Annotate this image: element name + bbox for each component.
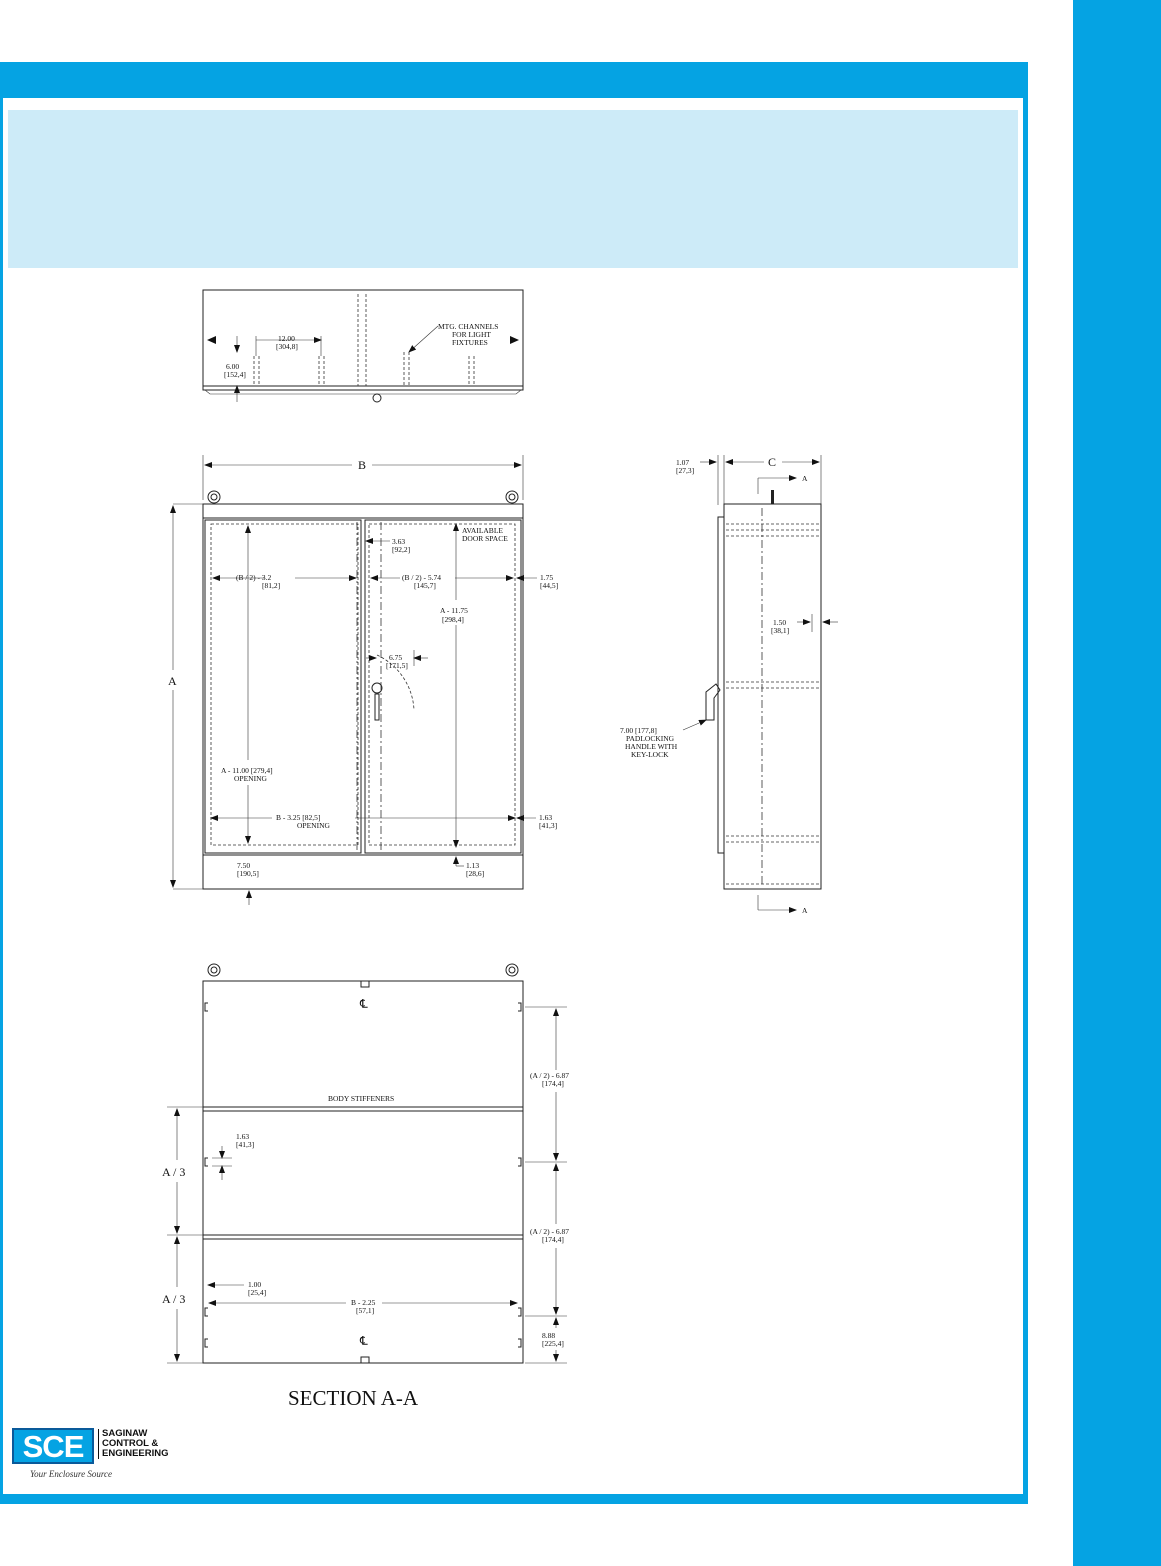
left-door	[205, 520, 361, 853]
body-stiffeners-label: BODY STIFFENERS	[328, 1094, 395, 1103]
centerline-bottom: ℄	[360, 1334, 368, 1348]
dim-6-75-mm: [171,5]	[386, 661, 408, 670]
door-handle-knob	[372, 683, 382, 693]
top-dim-spacing-mm: [304,8]	[276, 342, 298, 351]
dim-opening-width-label: OPENING	[297, 821, 330, 830]
section-mark-bottom: A	[802, 906, 808, 915]
a-third-lower: A / 3	[162, 1292, 186, 1306]
upper-body-stiffener	[203, 1107, 523, 1111]
logo-line-3: ENGINEERING	[102, 1448, 169, 1459]
section-left-lifting-eye	[208, 964, 220, 976]
handle-callout-3: HANDLE WITH	[625, 742, 678, 751]
side-label-c: C	[768, 455, 777, 469]
section-view	[162, 964, 569, 1410]
dim-right-width-mm: [145,7]	[414, 581, 436, 590]
dim-inner-width: B - 2.25	[351, 1298, 376, 1307]
dim-3-63-mm: [92,2]	[392, 545, 411, 554]
upper-half-dim-mm: [174,4]	[542, 1079, 564, 1088]
dim-7-50: 7.50	[237, 861, 251, 870]
side-door-profile	[718, 517, 724, 853]
dim-height-right: A - 11.75	[440, 606, 468, 615]
door-handle	[375, 694, 379, 720]
section-dim-1-63: 1.63	[236, 1132, 250, 1141]
dim-1-63-mm: [41,3]	[539, 821, 558, 830]
dim-1-00-mm: [25,4]	[248, 1288, 267, 1297]
left-lifting-eye	[208, 491, 220, 503]
dim-1-75: 1.75	[540, 573, 554, 582]
top-dim-height-mm: [152,4]	[224, 370, 246, 379]
dim-8-88: 8.88	[542, 1331, 556, 1340]
lower-body-stiffener	[203, 1235, 523, 1239]
dim-right-width: (B / 2) - 5.74	[402, 573, 441, 582]
dim-1-07: 1.07	[676, 458, 690, 467]
available-door-space-1: AVAILABLE	[462, 526, 503, 535]
logo-line-2: CONTROL &	[102, 1438, 159, 1449]
right-door-space-dashed	[369, 524, 515, 845]
dim-opening-height: A - 11.00 [279,4]	[221, 766, 273, 775]
a-third-upper: A / 3	[162, 1165, 186, 1179]
top-lock-knob	[373, 394, 381, 402]
top-view	[203, 290, 523, 402]
dim-opening-height-label: OPENING	[234, 774, 267, 783]
mtg-channels-callout-1: MTG. CHANNELS	[438, 322, 499, 331]
section-dim-1-63-mm: [41,3]	[236, 1140, 255, 1149]
dim-1-63: 1.63	[539, 813, 553, 822]
dim-1-75-mm: [44,5]	[540, 581, 559, 590]
dim-1-07-mm: [27,3]	[676, 466, 695, 475]
dim-1-13: 1.13	[466, 861, 480, 870]
dim-height-right-mm: [298,4]	[442, 615, 464, 624]
upper-half-dim: (A / 2) - 6.87	[530, 1071, 569, 1080]
handle-callout-1: 7.00 [177,8]	[620, 726, 657, 735]
side-view	[620, 455, 838, 915]
centerline-top: ℄	[360, 997, 368, 1011]
logo-tagline: Your Enclosure Source	[30, 1469, 112, 1479]
front-label-a: A	[168, 674, 177, 688]
dim-opening-width: B - 3.25 [82,5]	[276, 813, 321, 822]
section-mark-top: A	[802, 474, 808, 483]
sce-logo	[12, 1428, 168, 1482]
section-right-lifting-eye	[506, 964, 518, 976]
front-enclosure-outline	[203, 504, 523, 889]
mtg-channels-callout-2: FOR LIGHT	[452, 330, 491, 339]
dim-1-00: 1.00	[248, 1280, 262, 1289]
dim-1-50-mm: [38,1]	[771, 626, 790, 635]
sce-logo-mark: SCE	[12, 1428, 94, 1464]
top-dim-height: 6.00	[226, 362, 240, 371]
dim-1-50: 1.50	[773, 618, 787, 627]
top-dim-spacing: 12.00	[278, 334, 295, 343]
top-left-arrow	[207, 336, 216, 344]
dim-6-75: 6.75	[389, 653, 403, 662]
dim-3-63: 3.63	[392, 537, 406, 546]
sce-logo-company	[98, 1429, 174, 1459]
mtg-channels-callout-3: FIXTURES	[452, 338, 488, 347]
dim-7-50-mm: [190,5]	[237, 869, 259, 878]
dim-8-88-mm: [225,4]	[542, 1339, 564, 1348]
dim-left-width-mm: [81,2]	[262, 581, 281, 590]
dim-inner-width-mm: [57,1]	[356, 1306, 375, 1315]
handle-callout-4: KEY-LOCK	[631, 750, 669, 759]
lower-half-dim-mm: [174,4]	[542, 1235, 564, 1244]
front-view	[168, 455, 558, 905]
left-opening-dashed	[211, 524, 358, 845]
available-door-space-2: DOOR SPACE	[462, 534, 508, 543]
dim-left-width: (B / 2) - 3.2	[236, 573, 272, 582]
front-label-b: B	[358, 458, 367, 472]
lower-half-dim: (A / 2) - 6.87	[530, 1227, 569, 1236]
right-lifting-eye	[506, 491, 518, 503]
section-title: SECTION A-A	[288, 1386, 419, 1410]
side-enclosure-outline	[724, 504, 821, 889]
handle-callout-2: PADLOCKING	[626, 734, 675, 743]
dim-1-13-mm: [28,6]	[466, 869, 485, 878]
top-right-arrow	[510, 336, 519, 344]
logo-line-1: SAGINAW	[102, 1428, 148, 1439]
right-door	[365, 520, 521, 853]
